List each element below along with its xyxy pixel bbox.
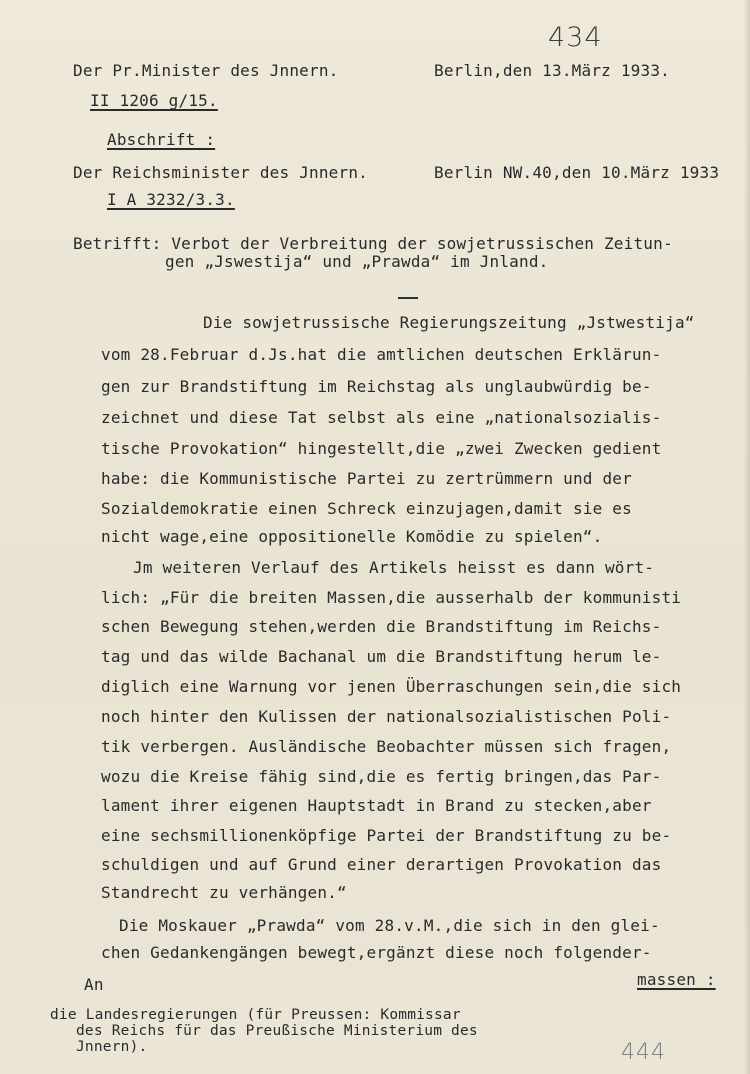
folio-number-bottom: 444	[621, 1040, 666, 1065]
copy-reference-number: I A 3232/3.3.	[107, 190, 235, 209]
subject-line-1: Betrifft: Verbot der Verbreitung der sowjetrussischen Zeitun-	[73, 234, 673, 253]
body-line: nicht wage,eine oppositionelle Komödie zu spielen“.	[101, 527, 603, 546]
copy-label: Abschrift :	[107, 130, 216, 149]
folio-number-top: 434	[548, 22, 603, 53]
body-line: Sozialdemokratie einen Schreck einzujagen,damit sie es	[101, 499, 632, 518]
body-line: gen zur Brandstiftung im Reichstag als unglaubwürdig be-	[101, 377, 652, 396]
body-line: vom 28.Februar d.Js.hat die amtlichen deutschen Erklärun-	[101, 345, 662, 364]
address-label: An	[84, 975, 104, 994]
body-line: Die Moskauer „Prawda“ vom 28.v.M.,die sich in den glei-	[119, 916, 660, 935]
body-line: lament ihrer eigenen Hauptstadt in Brand zu stecken,aber	[101, 796, 652, 815]
body-line: tik verbergen. Ausländische Beobachter müssen sich fragen,	[101, 737, 672, 756]
place-date-line: Berlin,den 13.März 1933.	[434, 61, 670, 80]
body-line: habe: die Kommunistische Partei zu zertrümmern und der	[101, 469, 632, 488]
body-line: lich: „Für die breiten Massen,die ausserhalb der kommunisti	[101, 588, 682, 607]
body-line: eine sechsmillionenköpfige Partei der Brandstiftung zu be-	[101, 826, 672, 845]
recipient-line: Jnnern).	[76, 1039, 148, 1055]
body-line: Jm weiteren Verlauf des Artikels heisst es dann wört-	[133, 558, 655, 577]
body-line: tische Provokation“ hingestellt,die „zwei Zwecken gedient	[101, 439, 662, 458]
body-line: schen Bewegung stehen,werden die Brandstiftung im Reichs-	[101, 617, 662, 636]
body-line: Die sowjetrussische Regierungszeitung „Jstwestija“	[203, 313, 695, 332]
body-line: wozu die Kreise fähig sind,die es fertig bringen,das Par-	[101, 767, 662, 786]
page-edge-shadow	[744, 0, 750, 1074]
subject-line-2: gen „Jswestija“ und „Prawda“ im Jnland.	[165, 252, 549, 271]
catchword: massen :	[637, 970, 716, 989]
section-divider	[398, 297, 418, 299]
reference-number: II 1206 g/15.	[90, 91, 218, 110]
body-line: schuldigen und auf Grund einer derartigen Provokation das	[101, 855, 662, 874]
copy-sender-line: Der Reichsminister des Jnnern.	[73, 163, 368, 182]
recipient-line: die Landesregierungen (für Preussen: Kommissar	[50, 1007, 461, 1023]
copy-place-date-line: Berlin NW.40,den 10.März 1933	[434, 163, 720, 182]
recipient-line: des Reichs für das Preußische Ministerium des	[76, 1023, 478, 1039]
body-line: zeichnet und diese Tat selbst als eine „nationalsozialis-	[101, 408, 662, 427]
body-line: tag und das wilde Bachanal um die Brandstiftung herum le-	[101, 647, 662, 666]
body-line: chen Gedankengängen bewegt,ergänzt diese noch folgender-	[101, 943, 652, 962]
sender-line: Der Pr.Minister des Jnnern.	[73, 61, 339, 80]
body-line: noch hinter den Kulissen der nationalsozialistischen Poli-	[101, 707, 672, 726]
body-line: Standrecht zu verhängen.“	[101, 883, 347, 902]
body-line: diglich eine Warnung vor jenen Überraschungen sein,die sich	[101, 677, 682, 696]
